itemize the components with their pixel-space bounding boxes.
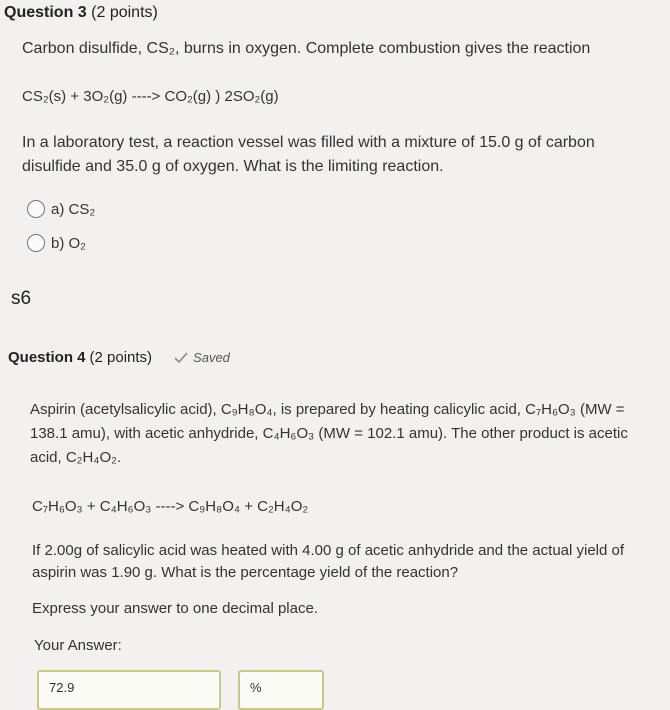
question-3-prompt: Carbon disulfide, CS₂, burns in oxygen. Complete combustion gives the reaction: [22, 40, 591, 57]
saved-status: [174, 350, 230, 365]
question-4-heading: Question 4: [8, 349, 86, 366]
question-4-instruction: Express your answer to one decimal place.: [32, 600, 318, 617]
question-3-heading: Question 3: [4, 4, 87, 21]
your-answer-label: Your Answer:: [34, 637, 122, 654]
question-3-equation: CS₂(s) + 3O₂(g) ----> CO₂(g) ) 2SO₂(g): [22, 88, 279, 105]
option-b[interactable]: [27, 234, 86, 252]
saved-label: Saved: [193, 350, 230, 365]
question-4-points: (2 points): [89, 349, 153, 366]
question-3-title: [4, 4, 158, 22]
option-b-label: b) O₂: [51, 234, 86, 252]
question-4-equation: C₇H₆O₃ + C₄H₆O₃ ----> C₉H₈O₄ + C₂H₄O₂: [32, 498, 309, 515]
answer-input[interactable]: 72.9: [37, 670, 221, 710]
question-4-body: Aspirin (acetylsalicylic acid), C₉H₈O₄, is prepared by heating calicylic acid, C₇H₆O₃ (MW = 138.1 amu), with acetic anhydride, C₄H₆O₃ (MW = 102.1 amu). The other product is acetic acid, C₂H₄O₂.: [30, 401, 628, 466]
question-3-body: In a laboratory test, a reaction vessel was filled with a mixture of 15.0 g of carbon disulfide and 35.0 g of oxygen. What is the limiting reaction.: [22, 134, 595, 175]
question-4-title: [8, 349, 230, 366]
question-4-question: If 2.00g of salicylic acid was heated with 4.00 g of acetic anhydride and the actual yield of aspirin was 1.90 g. What is the percentage yield of the reaction?: [32, 542, 625, 581]
check-icon: [174, 352, 188, 364]
unit-input[interactable]: %: [238, 670, 324, 710]
handwritten-note: s6: [11, 288, 32, 309]
question-3-points: (2 points): [91, 4, 158, 21]
option-a-label: a) CS₂: [51, 200, 96, 218]
radio-a[interactable]: [27, 200, 45, 218]
option-a[interactable]: [27, 200, 95, 218]
radio-b[interactable]: [27, 234, 45, 252]
